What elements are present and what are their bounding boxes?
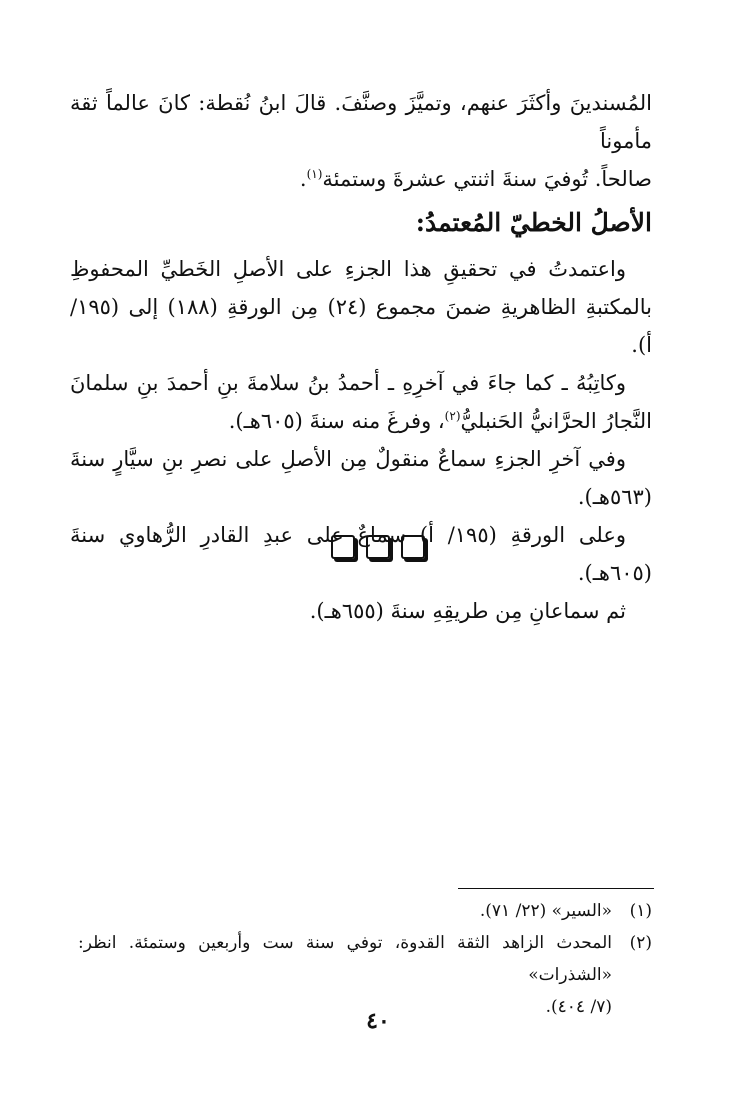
footnote-2-continuation: (٧/ ٤٠٤). bbox=[545, 997, 612, 1017]
paragraph-3 bbox=[70, 364, 652, 440]
footnote-2 bbox=[78, 927, 652, 991]
paragraph-1 bbox=[70, 84, 652, 198]
square-ornament-icon bbox=[366, 535, 390, 559]
page-number: ٤٠ bbox=[366, 1008, 390, 1034]
footnote-ref-1[interactable]: (١) bbox=[306, 167, 323, 181]
footnote-number: (١) bbox=[629, 901, 652, 921]
section-heading: الأصلُ الخطيّ المُعتمدُ: bbox=[415, 208, 652, 237]
paragraph-1-end: . bbox=[299, 167, 307, 191]
paragraph-6: ثم سماعانِ مِن طريقِهِ سنةَ (٦٥٥هـ). bbox=[309, 599, 626, 623]
footnote-ref-2[interactable]: (٢) bbox=[444, 409, 461, 423]
square-ornament-icon bbox=[331, 535, 355, 559]
square-ornament-icon bbox=[401, 535, 425, 559]
footnote-text: «السير» (٢٢/ ٧١). bbox=[479, 901, 612, 921]
footnote-separator bbox=[458, 888, 654, 889]
paragraph-5: وعلى الورقةِ (١٩٥/ أ) سماعٌ على عبدِ القادرِ الرُّهاوي سنةَ (٦٠٥هـ). bbox=[70, 523, 652, 585]
paragraph-4: وفي آخرِ الجزءِ سماعٌ منقولٌ مِن الأصلِ على نصرِ بنِ سيَّارٍ سنةَ (٥٦٣هـ). bbox=[70, 447, 652, 509]
footnote-text: المحدث الزاهد الثقة القدوة، توفي سنة ست وأربعين وستمئة. انظر: «الشذرات» bbox=[78, 933, 612, 985]
paragraph-3-text: وكاتِبُهُ ـ كما جاءَ في آخرِهِ ـ أحمدُ بنُ سلامةَ بنِ أحمدَ بنِ سلمانَ النَّجارُ الحرَّانيُّ الحَنبليُّ bbox=[70, 371, 652, 433]
footnotes bbox=[78, 895, 652, 1023]
section-divider-ornament bbox=[0, 535, 756, 563]
footnote-number: (٢) bbox=[629, 933, 652, 953]
footnote-1 bbox=[78, 895, 652, 927]
paragraph-3-end: ، وفرغَ منه سنةَ (٦٠٥هـ). bbox=[228, 409, 445, 433]
paragraph-1-line-2: صالحاً. تُوفيَ سنةَ اثنتي عشرةَ وستمئة bbox=[322, 167, 652, 191]
paragraph-1-line-1: المُسندينَ وأكثَرَ عنهم، وتميَّزَ وصنَّفَ. قالَ ابنُ نُقطة: كانَ عالماً ثقة مأموناً bbox=[70, 91, 652, 153]
paragraph-2: واعتمدتُ في تحقيقِ هذا الجزءِ على الأصلِ الخَطيِّ المحفوظِ بالمكتبةِ الظاهريةِ ضمنَ مجموع (٢٤) مِن الورقةِ (١٨٨) إلى (١٩٥/ أ). bbox=[70, 257, 652, 357]
